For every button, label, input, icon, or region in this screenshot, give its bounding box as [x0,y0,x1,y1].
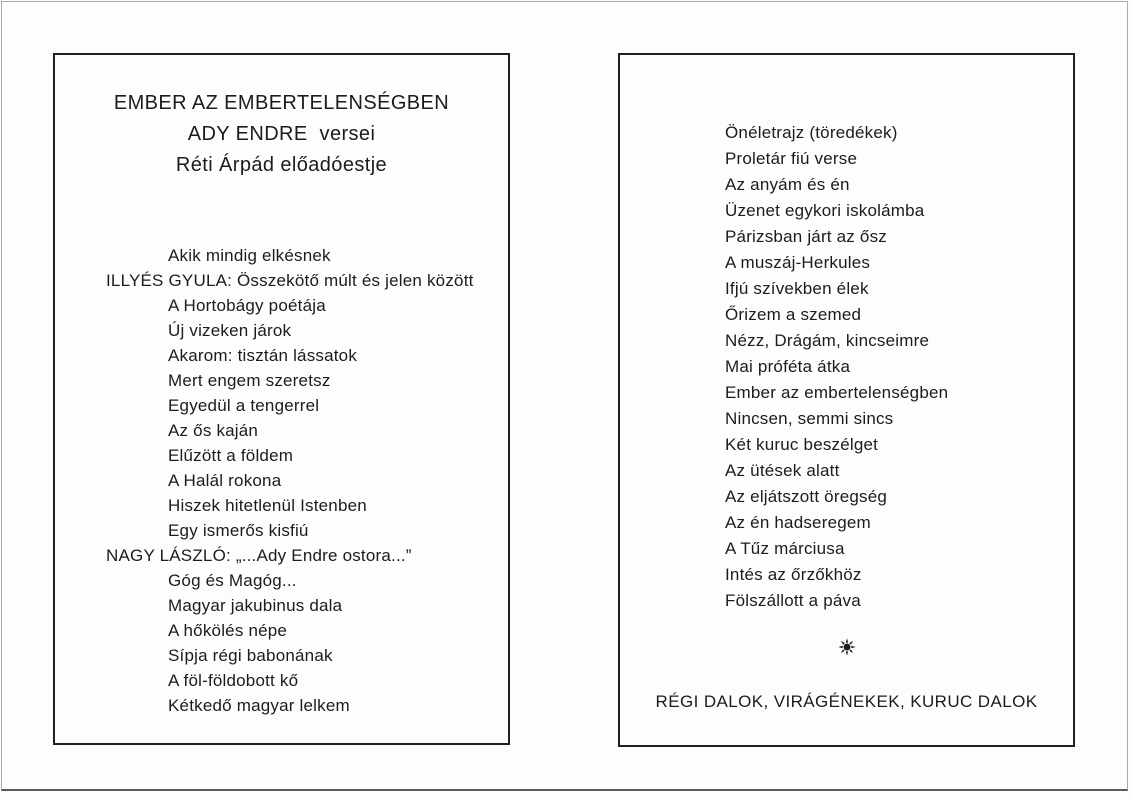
poem-title: Önéletrajz (töredékek) [725,123,898,142]
poem-title: Akarom: tisztán lássatok [168,346,358,365]
poem-title: Mai próféta átka [725,357,851,376]
poem-title: Nézz, Drágám, kincseimre [725,331,930,350]
poem-title: Ifjú szívekben élek [725,279,869,298]
poem-title: Új vizeken járok [168,321,292,340]
poem-title: Ember az embertelenségben [725,383,949,402]
section-heading: ILLYÉS GYULA: Összekötő múlt és jelen között [106,271,474,290]
section-heading: NAGY LÁSZLÓ: „...Ady Endre ostora...” [106,546,412,565]
poem-title: Proletár fiú verse [725,149,858,168]
poem-title: Az eljátszott öregség [725,487,888,506]
program-title-line1: EMBER AZ EMBERTELENSÉGBEN [113,92,450,114]
poem-title: A föl-földobott kő [168,671,299,690]
poem-title: Az én hadseregem [725,513,871,532]
right-page [618,53,1075,747]
poem-title: Hiszek hitetlenül Istenben [168,496,367,515]
poem-list-right [620,120,1073,614]
program-title-line3: Réti Árpád előadóestje [175,154,388,176]
poem-title: Az ős kaján [168,421,259,440]
poem-title: Intés az őrzőkhöz [725,565,862,584]
poem-title: Akik mindig elkésnek [168,246,331,265]
section-footer: RÉGI DALOK, VIRÁGÉNEKEK, KURUC DALOK [655,692,1038,711]
poem-title: Egyedül a tengerrel [168,396,320,415]
separator-row [620,638,1073,656]
poem-title: Elűzött a földem [168,446,294,465]
poem-title: Mert engem szeretsz [168,371,331,390]
poem-title: Magyar jakubinus dala [168,596,343,615]
poem-title: A hőkölés népe [168,621,288,640]
poem-title: Az anyám és én [725,175,850,194]
poem-title: Két kuruc beszélget [725,435,879,454]
program-title-line2: ADY ENDRE versei [187,123,376,145]
poem-title: A Halál rokona [168,471,282,490]
left-page [53,53,510,745]
poem-title: Párizsban járt az ősz [725,227,887,246]
poem-title: Sípja régi babonának [168,646,333,665]
poem-title: Az ütések alatt [725,461,840,480]
poem-title: A Hortobágy poétája [168,296,326,315]
poem-title: A Tűz márciusa [725,539,845,558]
poem-title: Őrizem a szemed [725,305,862,324]
poem-title: Egy ismerős kisfiú [168,521,309,540]
poem-title: Fölszállott a páva [725,591,861,610]
poem-title: Kétkedő magyar lelkem [168,696,350,715]
poem-title: Nincsen, semmi sincs [725,409,894,428]
program-title [55,88,508,181]
poem-title: A muszáj-Herkules [725,253,871,272]
sunburst-icon [838,643,856,660]
poem-list-left [55,243,508,718]
poem-title: Üzenet egykori iskolámba [725,201,925,220]
poem-title: Góg és Magóg... [168,571,297,590]
